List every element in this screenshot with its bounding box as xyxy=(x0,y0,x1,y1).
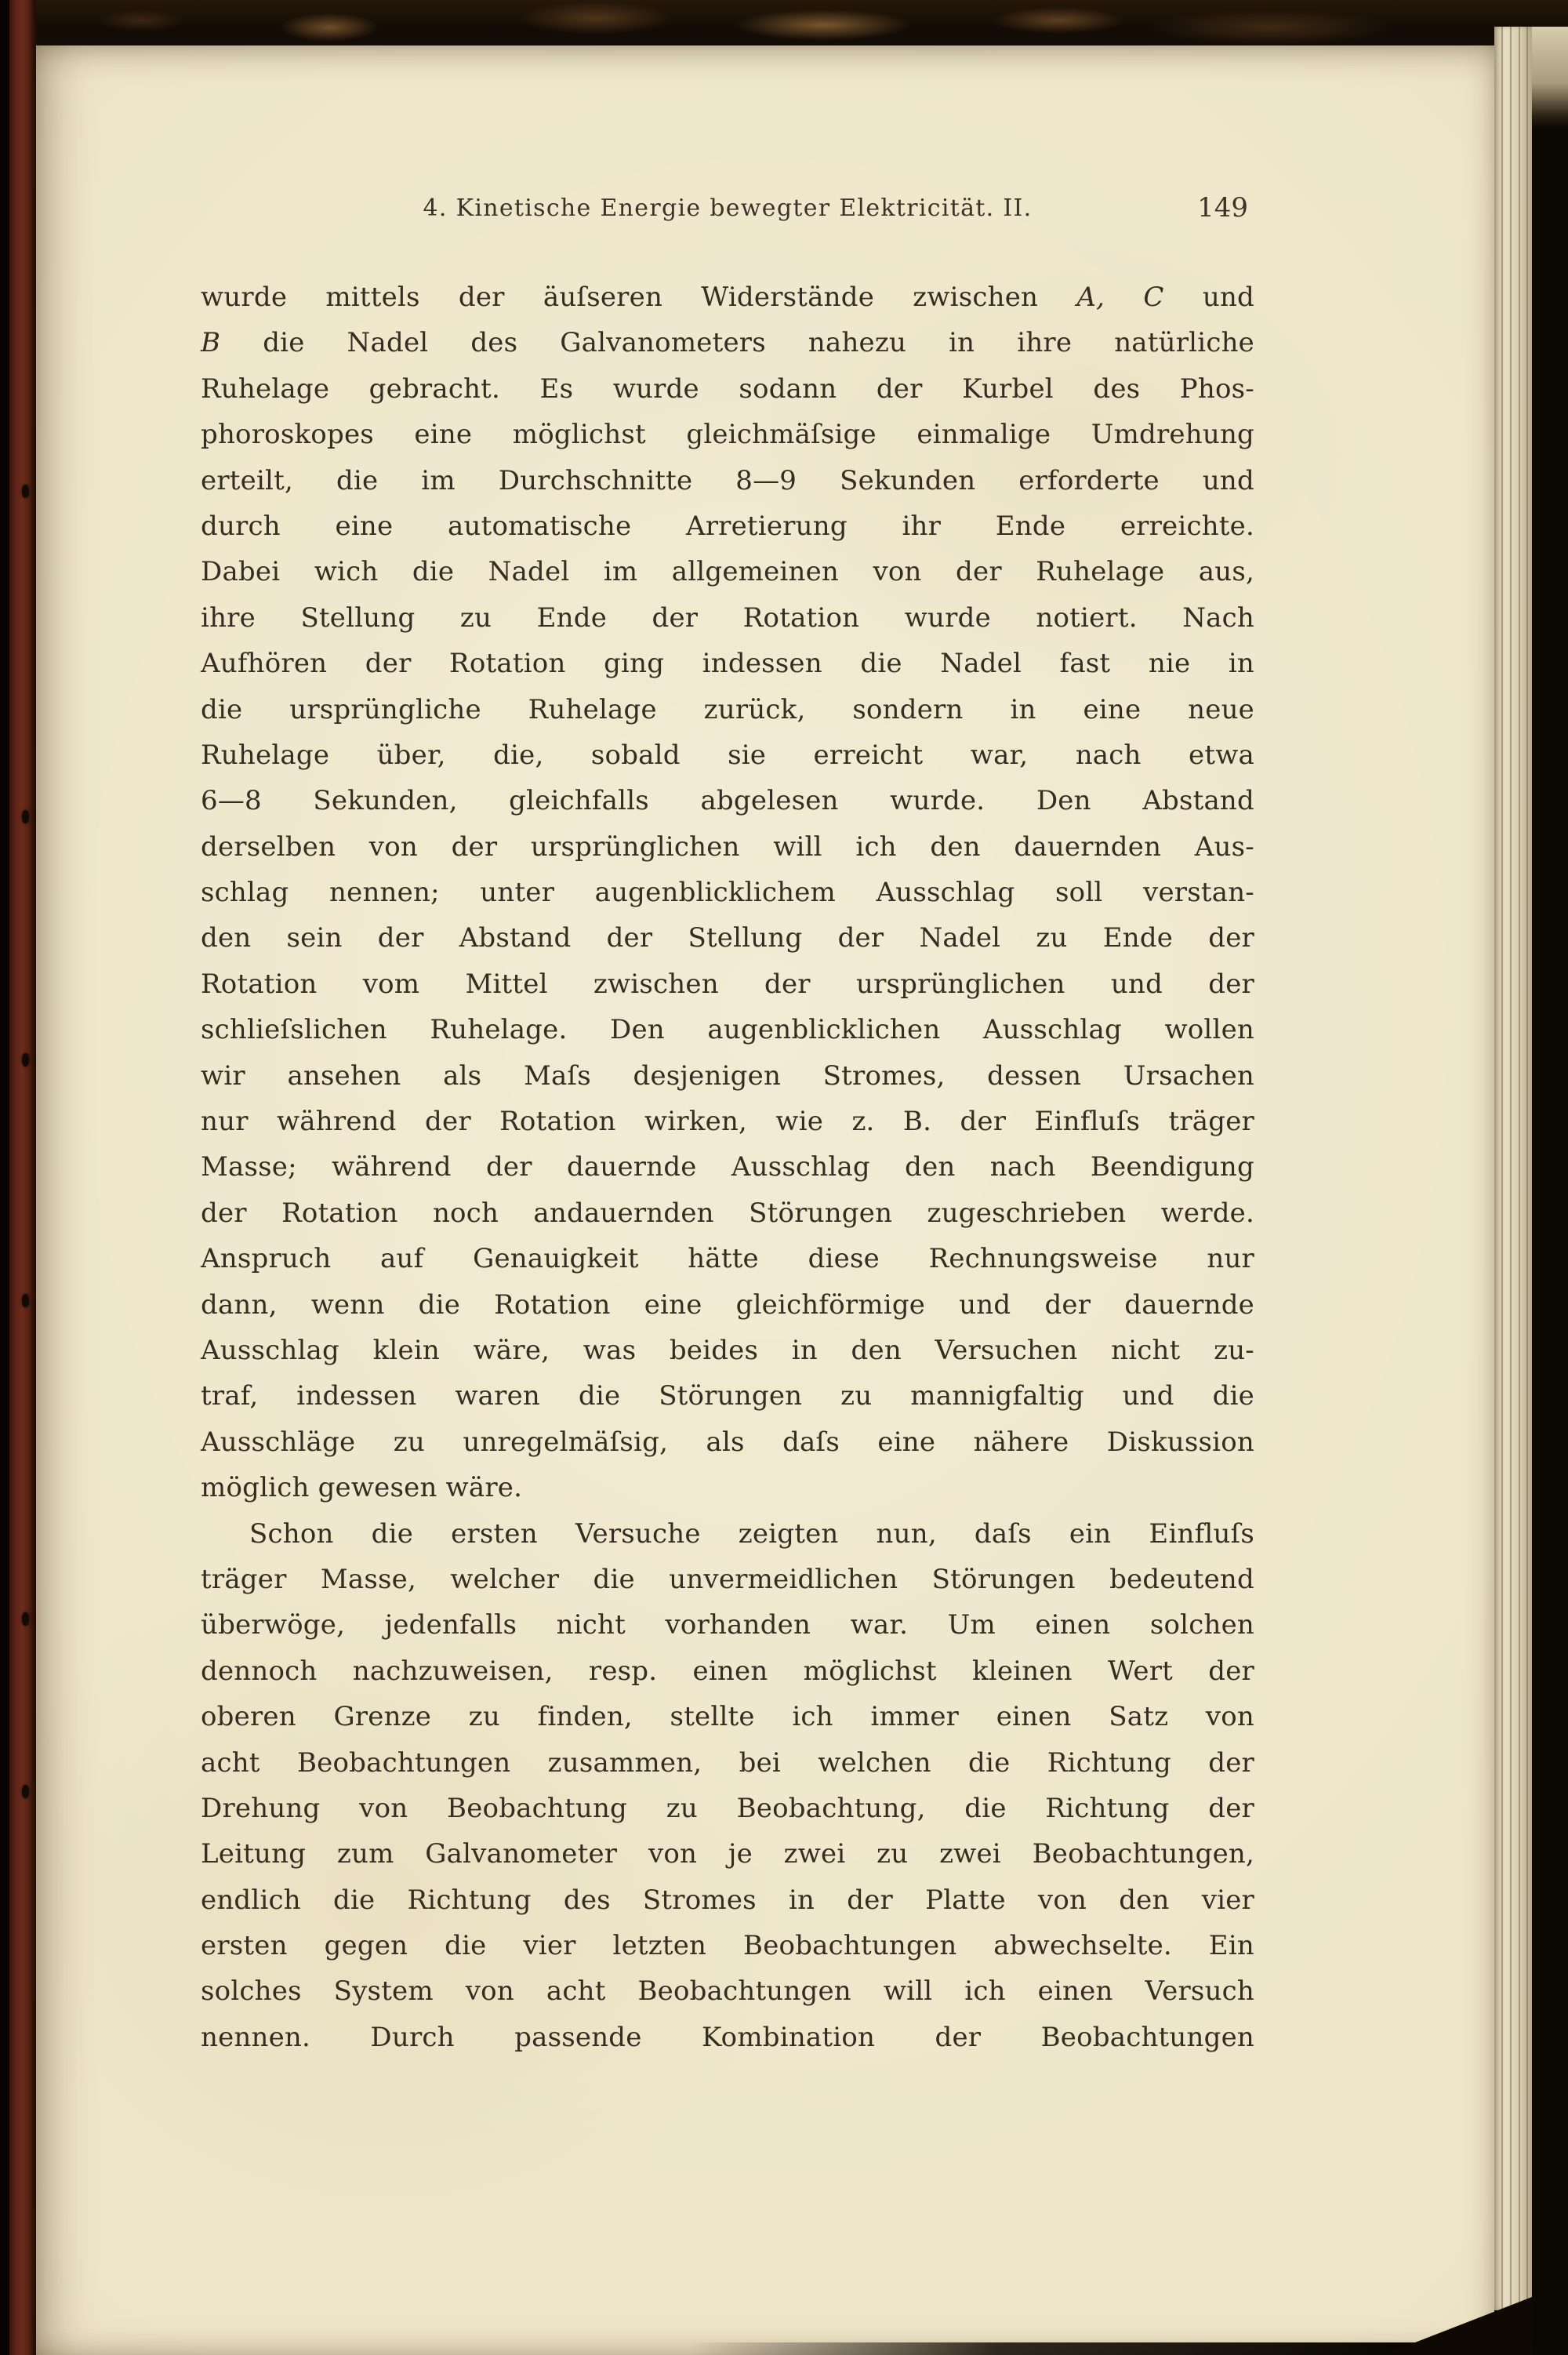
binding-stitch-mark xyxy=(22,1612,29,1626)
text-line: oberen Grenze zu finden, stellte ich immer einen Satz von xyxy=(201,1701,1254,1733)
page-edge-line xyxy=(1519,27,1520,2310)
page-edge-line xyxy=(1510,27,1512,2310)
binding-stitch-mark xyxy=(22,1785,29,1798)
text-line: Aufhören der Rotation ging indessen die Nadel fast nie in xyxy=(201,648,1254,680)
text-line: schlag nennen; unter augenblicklichem Ausschlag soll verstan- xyxy=(201,877,1254,909)
chapter-heading: 4. Kinetische Energie bewegter Elektricität. II. xyxy=(423,194,1033,222)
text-line: traf, indessen waren die Störungen zu mannigfaltig und die xyxy=(201,1380,1254,1412)
text-line: derselben von der ursprünglichen will ich den dauernden Aus- xyxy=(201,830,1254,863)
binding-stitch-mark xyxy=(22,810,29,823)
text-line: phoroskopes eine möglichst gleichmäſsige einmalige Umdrehung xyxy=(201,419,1254,451)
text-line: durch eine automatische Arretierung ihr Ende erreichte. xyxy=(201,510,1254,542)
running-header xyxy=(201,194,1254,229)
binding-stitch-mark xyxy=(22,1294,29,1307)
text-line: Leitung zum Galvanometer von je zwei zu zwei Beobachtungen, xyxy=(201,1838,1254,1870)
text-line: der Rotation noch andauernden Störungen zugeschrieben werde. xyxy=(201,1197,1254,1229)
text-line: möglich gewesen wäre. xyxy=(201,1472,523,1504)
text-line: ihre Stellung zu Ende der Rotation wurde notiert. Nach xyxy=(201,601,1254,634)
text-line: Drehung von Beobachtung zu Beobachtung, die Richtung der xyxy=(201,1792,1254,1824)
binding-stitch-mark xyxy=(22,1053,29,1067)
text-line: wurde mittels der äuſseren Widerstände zwischen A, C und xyxy=(201,282,1255,313)
page-edge-line xyxy=(1501,27,1503,2310)
text-line: endlich die Richtung des Stromes in der Platte von den vier xyxy=(201,1884,1254,1916)
text-line: ersten gegen die vier letzten Beobachtungen abwechselte. Ein xyxy=(201,1930,1254,1962)
text-line: Ruhelage gebracht. Es wurde sodann der Kurbel des Phos- xyxy=(201,373,1254,405)
page-text xyxy=(201,274,1254,2060)
text-line: Anspruch auf Genauigkeit hätte diese Rechnungsweise nur xyxy=(201,1243,1254,1275)
text-line: Masse; während der dauernde Ausschlag den nach Beendigung xyxy=(201,1151,1254,1183)
binding-stitch-mark xyxy=(22,485,29,498)
text-line: den sein der Abstand der Stellung der Nadel zu Ende der xyxy=(201,922,1254,954)
page-stack-edges xyxy=(1494,27,1532,2310)
text-line: erteilt, die im Durchschnitte 8—9 Sekunden erforderte und xyxy=(201,464,1254,496)
book-page xyxy=(34,41,1494,2355)
text-line: Ausschlag klein wäre, was beides in den Versuchen nicht zu- xyxy=(201,1334,1254,1366)
book-spine xyxy=(0,0,36,2355)
text-line: Dabei wich die Nadel im allgemeinen von der Ruhelage aus, xyxy=(201,556,1254,588)
text-line: schlieſslichen Ruhelage. Den augenblicklichen Ausschlag wollen xyxy=(201,1014,1254,1046)
text-line: träger Masse, welcher die unvermeidlichen Störungen bedeutend xyxy=(201,1563,1254,1595)
text-line: wir ansehen als Maſs desjenigen Stromes, dessen Ursachen xyxy=(201,1059,1254,1092)
page-stack-corner-top xyxy=(1532,27,1568,129)
text-line: dann, wenn die Rotation eine gleichförmige und der dauernde xyxy=(201,1288,1254,1321)
text-line: Schon die ersten Versuche zeigten nun, daſs ein Einfluſs xyxy=(249,1517,1254,1550)
text-line: nur während der Rotation wirken, wie z. B. der Einfluſs träger xyxy=(201,1106,1254,1138)
page-number: 149 xyxy=(1197,192,1248,224)
book-cover-top-edge xyxy=(0,0,1568,45)
text-line: B die Nadel des Galvanometers nahezu in ihre natürliche xyxy=(201,327,1254,359)
text-line: solches System von acht Beobachtungen will ich einen Versuch xyxy=(201,1975,1254,2008)
text-line: die ursprüngliche Ruhelage zurück, sondern in eine neue xyxy=(201,693,1254,725)
text-line: nennen. Durch passende Kombination der Beobachtungen xyxy=(201,2021,1254,2053)
text-line: 6—8 Sekunden, gleichfalls abgelesen wurde. Den Abstand xyxy=(201,785,1254,817)
text-line: Ausschläge zu unregelmäſsig, als daſs eine nähere Diskussion xyxy=(201,1426,1254,1458)
text-line: überwöge, jedenfalls nicht vorhanden war. Um einen solchen xyxy=(201,1609,1254,1641)
text-line: Rotation vom Mittel zwischen der ursprünglichen und der xyxy=(201,968,1254,1000)
page-edge-line xyxy=(1526,27,1528,2310)
text-line: Ruhelage über, die, sobald sie erreicht war, nach etwa xyxy=(201,739,1254,771)
background-right xyxy=(1532,0,1568,2355)
page-content xyxy=(201,194,1254,2060)
text-line: acht Beobachtungen zusammen, bei welchen die Richtung der xyxy=(201,1746,1254,1779)
text-line: dennoch nachzuweisen, resp. einen möglichst kleinen Wert der xyxy=(201,1655,1254,1687)
